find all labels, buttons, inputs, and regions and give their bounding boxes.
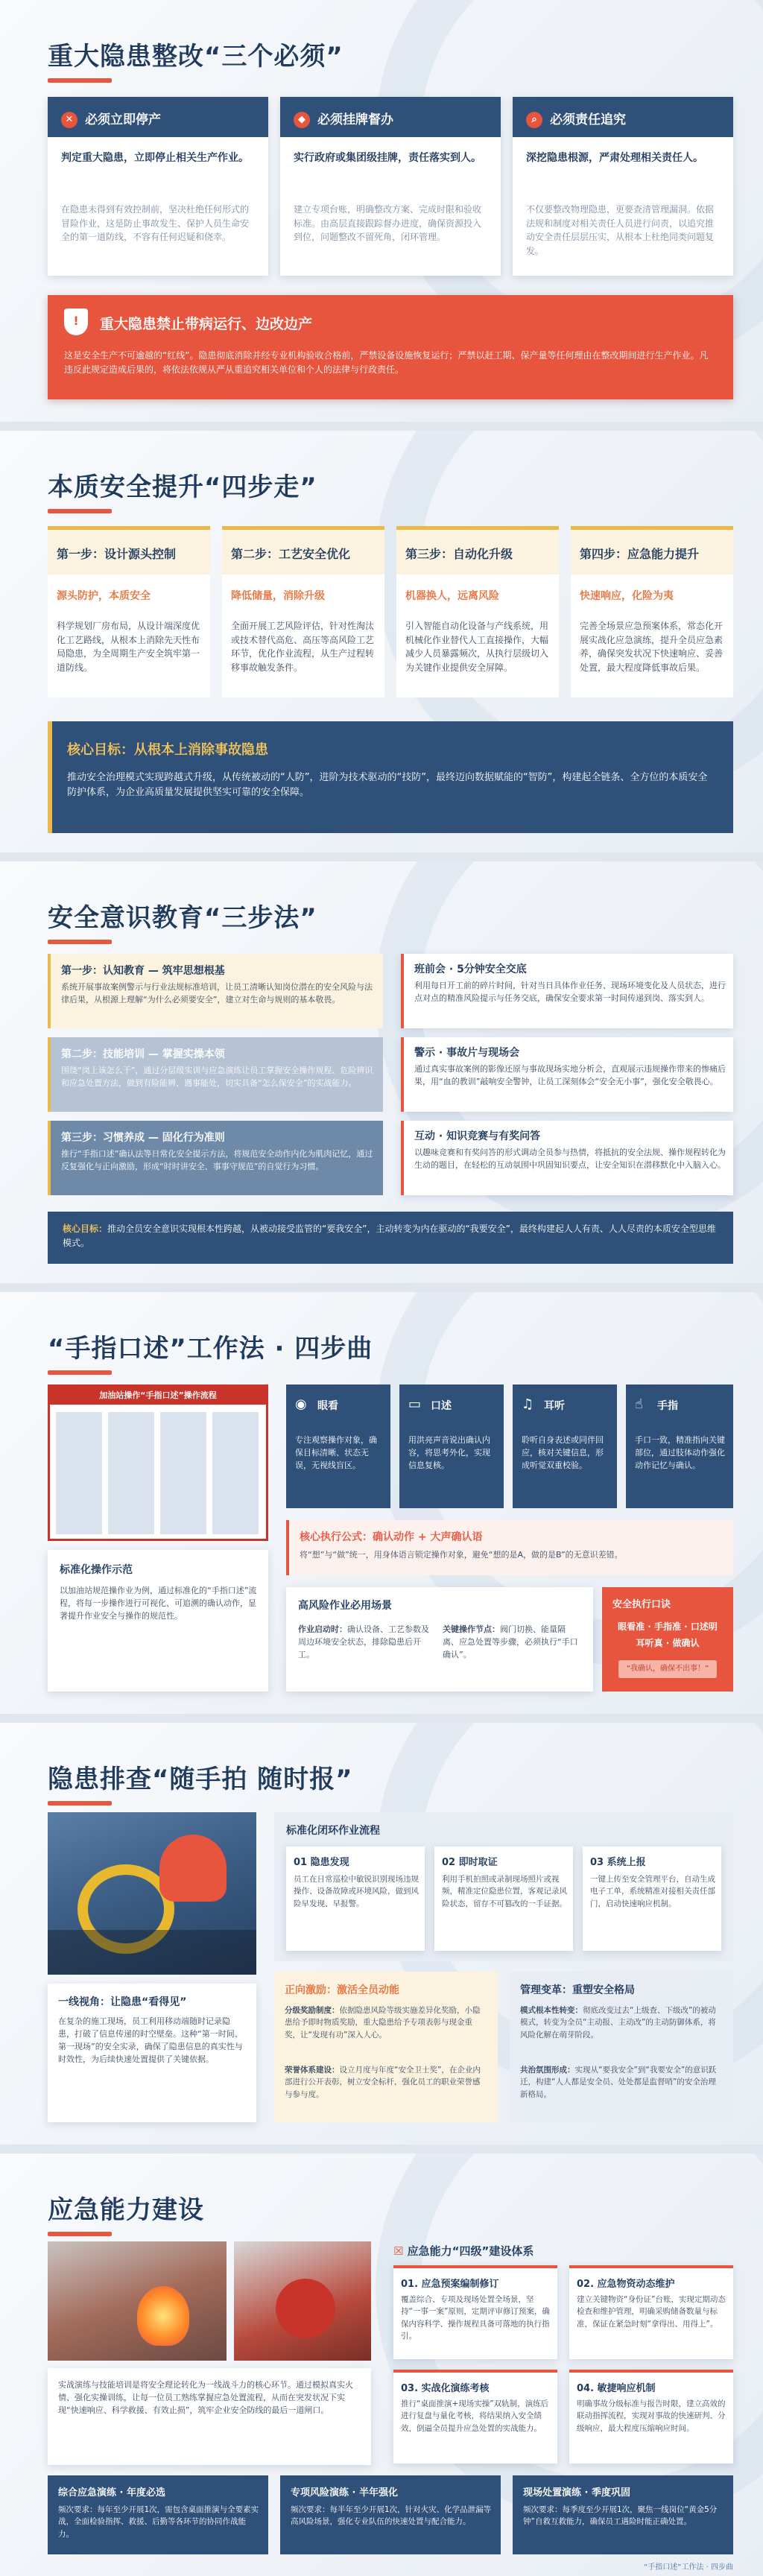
slide-title: 本质安全提升“四步走” (48, 466, 317, 503)
process-poster: 加油站操作“手指口述”操作流程 (48, 1384, 268, 1541)
must-lead: 判定重大隐患，立即停止相关生产作业。 (61, 152, 249, 164)
must-body: 不仅要整改物理隐患，更要查清管理漏洞。依据法规和制度对相关责任人员进行问责，以追究推动安全责任层层压实，从根本上杜绝同类问题复发。 (526, 204, 715, 256)
footer-note: “手指口述”工作法 · 四步曲 (644, 2563, 733, 2572)
must-body: 建立专项台账，明确整改方案、完成时限和验收标准。由高层直接跟踪督办进度，确保资源投入到位，问题整改不留死角，闭环管理。 (294, 204, 482, 243)
must-body: 在隐患未得到有效控制前，坚决杜绝任何形式的冒险作业，这是防止事故发生、保护人员生命安全的第一道防线，不容有任何迟疑和侥幸。 (61, 204, 250, 243)
red-line-banner (48, 295, 733, 399)
step-listen: ♫ 耳听 聆听自身表述或同伴回应，核对关键信息，形成听觉双重校验。 (513, 1384, 617, 1508)
level-2: 02. 应急物资动态维护 建立关键物资“身份证”台账，实现定期动态检查和维护管理，明确采购储备数量与标准，保证在紧急时刻“拿得出、用得上”。 (569, 2265, 733, 2359)
activity-briefing: 班前会 · 5分钟安全交底 利用每日开工前的碎片时间，针对当日具体作业任务、现场环境变化及人员状态，进行点对点的精准风险提示与任务交底，确保安全要求第一时间传递到岗、落实到人。 (401, 954, 733, 1028)
slide-title: “手指口述”工作法 · 四步曲 (48, 1328, 373, 1364)
hand-icon: ☝ (635, 1396, 643, 1412)
step-card-3: 第三步：自动化升级 机器换人，远离风险 引入智能自动化设备与产线系统，用机械化作业替代人工直接操作，大幅减少人员暴露频次，从执行层级切入为关键作业提供安全屏障。 (396, 526, 559, 697)
governance-panel: 管理变革：重塑安全格局 模式根本性转变：彻底改变过去“上级查、下级改”的被动模式，转变为全员“主动报、主动改”的主动防御体系，将风险化解在萌芽阶段。 共治氛围形成：实现从“要我安全”到“我要安全”的意识跃迁，构建“人人都是安全员、处处都是监督哨”的安全治理新格局。 (510, 1972, 733, 2122)
frontline-view: 一线视角：让隐患“看得见” 在复杂的施工现场，员工利用移动端随时记录隐患，打破了信息传递的时空壁垒。这种“第一时间、第一现场”的安全实录，确保了隐患信息的真实性与时效性，为后续快速处置提供了关键依据。 (48, 1984, 256, 2122)
method-step-2: 第二步：技能培训 — 掌握实操本领 围绕“岗上该怎么干”，通过分层级实训与应急演练让员工掌握安全操作规程、危险辨识和应急处置方法，做到有险能辨、遇事能处，切实具备“怎么保安全”的实战能力。 (48, 1037, 383, 1112)
flow-panel: 标准化闭环作业流程 01 隐患发现 员工在日常巡检中敏锐识别现场违规操作、设备故障或环境风险，做到风险早发现、早报警。 02 即时取证 利用手机拍照或录制现场照片或视频，精准定位隐患位置，客观记录风险状态，留存不可篡改的一手证据。 03 系统上报 一键上传至安全管理平台，自动生成电子工单，系统精准对接相关责任部门，启动快速响应机制。 (274, 1812, 733, 1961)
flow-step-2: 02 即时取证 利用手机拍照或录制现场照片或视频，精准定位隐患位置，客观记录风险状态，留存不可篡改的一手证据。 (434, 1846, 573, 1951)
must-card-accountability: ⌕ 必须责任追究 深挖隐患根源，严肃处理相关责任人。 不仅要整改物理隐患，更要查清管理漏洞。依据法规和制度对相关责任人员进行问责，以追究推动安全责任层层压实，从根本上杜绝同类问题复发。 (513, 97, 733, 276)
slide-title: 应急能力建设 (48, 2189, 204, 2226)
safety-slogan: 安全执行口诀 眼看准 · 手指准 · 口述明 耳听真 · 做确认 “我确认，确保不出事！” (602, 1587, 733, 1692)
warning-icon: ☒ (393, 2244, 408, 2258)
level-3: 03. 实战化演练考核 推行“桌面推演+现场实操”双轨制，演练后进行复盘与量化考核，将结果纳入安全绩效，倒逼全员提升应急处置的实战能力。 (393, 2370, 557, 2463)
activity-warning: 警示 · 事故片与现场会 通过真实事故案例的影像还原与事故现场实地分析会，直观展示违规操作带来的惨痛后果，用“血的教训”敲响安全警钟，让员工深刻体会“安全无小事”，强化安全敬畏心。 (401, 1037, 733, 1112)
speech-icon: ▭ (408, 1396, 422, 1412)
poster-caption: 标准化操作示范 以加油站规范操作业为例，通过标准化的“手指口述”流程，将每一步操作进行可视化、可追溯的确认动作，显著提升作业安全与操作的规范性。 (48, 1550, 268, 1692)
slide-hazard-report (0, 1723, 763, 2145)
must-lead: 实行政府或集团级挂牌，责任落实到人。 (294, 152, 481, 164)
slide-four-steps (0, 431, 763, 852)
step-card-4: 第四步：应急能力提升 快速响应，化险为夷 完善全场景应急预案体系，常态化开展实战化应急演练，提升全员应急素养，确保突发状况下快速响应、妥善处置，最大程度降低事故后果。 (571, 526, 733, 697)
slide-three-methods (0, 861, 763, 1283)
tag-icon: ◆ (294, 112, 310, 128)
drill-description: 实战演练与技能培训是将安全理论转化为一线战斗力的核心环节。通过模拟真实火情、强化实操训练，让每一位员工熟练掌握应急处置流程，从而在突发状况下实现“快速响应、科学救援、有效止损”，筑牢企业安全防线的最后一道闸口。 (48, 2368, 371, 2465)
step-speak: ▭ 口述 用洪亮声音说出确认内容，将思考外化，实现信息复核。 (399, 1384, 504, 1508)
shield-icon: ✕ (61, 112, 77, 128)
method-step-1: 第一步：认知教育 — 筑牢思想根基 系统开展事故案例警示与行业法规标准培训，让员工清晰认知岗位潜在的安全风险与法律后果，从根源上理解“为什么必须要安全”，建立对生命与规则的基本敬畏。 (48, 954, 383, 1028)
poster-image-grid (56, 1412, 260, 1534)
core-goal-banner: 核心目标：推动全员安全意识实现根本性跨越，从被动接受监管的“要我安全”，主动转变为内在驱动的“我要安全”，最终构建起人人有责、人人尽责的本质安全型思维模式。 (48, 1212, 733, 1264)
shield-icon: ! (64, 308, 88, 335)
must-lead: 深挖隐患根源，严肃处理相关责任人。 (526, 152, 703, 164)
flow-step-3: 03 系统上报 一键上传至安全管理平台，自动生成电子工单，系统精准对接相关责任部门，启动快速响应机制。 (583, 1846, 721, 1951)
core-goal-banner: 核心目标：从根本上消除事故隐患 推动安全治理模式实现跨越式升级，从传统被动的“人防”，进阶为技术驱动的“技防”，最终迈向数据赋能的“智防”，构建起全链条、全方位的本质安全防护体系，为企业高质量发展提供坚实可靠的安全保障。 (48, 721, 733, 833)
slide-finger-oral (0, 1292, 763, 1714)
eye-icon: ◉ (295, 1396, 307, 1412)
step-card-1: 第一步：设计源头控制 源头防护，本质安全 科学规划厂房布局，从设计端深度优化工艺路线，从根本上消除先天性布局隐患，为全周期生产安全筑牢第一道防线。 (48, 526, 210, 697)
step-card-2: 第二步：工艺安全优化 降低储量，消除升级 全面开展工艺风险评估，针对性淘汰或技术替代高危、高压等高风险工艺环节，优化作业流程，从生产过程转移事故触发条件。 (222, 526, 384, 697)
headphones-icon: ♫ (522, 1396, 534, 1412)
must-card-stop: ✕ 必须立即停产 判定重大隐患，立即停止相关生产作业。 在隐患未得到有效控制前，坚决杜绝任何形式的冒险作业，这是防止事故发生、保护人员生命安全的第一道防线，不容有任何迟疑和侥幸。 (48, 97, 268, 276)
worker-photo (48, 1812, 256, 1975)
drill-quarterly: 现场处置演练 · 季度巩固 频次要求：每季度至少开展1次，聚焦一线岗位“黄金5分钟”自救互救能力，确保员工遇险时能正确处置。 (513, 2475, 733, 2554)
search-icon: ⌕ (526, 112, 542, 128)
high-risk-scenarios: 高风险作业必用场景 作业启动时：确认设备、工艺参数及周边环境安全状态，排除隐患后开工。 关键操作节点：阀门切换、能量隔离、应急处置等步骤，必须执行“手口确认”。 (286, 1587, 593, 1692)
flow-step-1: 01 隐患发现 员工在日常巡检中敏锐识别现场违规操作、设备故障或环境风险，做到风险早发现、早报警。 (286, 1846, 425, 1951)
must-card-supervise: ◆ 必须挂牌督办 实行政府或集团级挂牌，责任落实到人。 建立专项台账，明确整改方案、完成时限和验收标准。由高层直接跟踪督办进度，确保资源投入到位，问题整改不留死角，闭环管理。 (280, 97, 501, 276)
system-title: ☒ 应急能力“四级”建设体系 (393, 2244, 534, 2258)
slide-three-musts (0, 0, 763, 422)
step-look: ◉ 眼看 专注观察操作对象，确保目标清晰、状态无误，无视线盲区。 (286, 1384, 390, 1508)
level-4: 04. 敏捷响应机制 明确事故分级标准与报告时限，建立高效的联动指挥流程，实现对事故的快速研判、分级响应，最大程度压缩响应时间。 (569, 2370, 733, 2463)
level-1: 01. 应急预案编制修订 覆盖综合、专项及现场处置全场景，坚持“一事一案”原则，定期评审修订预案，确保内容科学、操作规程具备可落地的执行指引。 (393, 2265, 557, 2359)
drill-semiannual: 专项风险演练 · 半年强化 频次要求：每半年至少开展1次，针对火灾、化学品泄漏等高风险场景，强化专业队伍的快速处置与配合能力。 (280, 2475, 501, 2554)
slide-title: 安全意识教育“三步法” (48, 897, 317, 934)
drill-annual: 综合应急演练 · 年度必选 频次要求：每年至少开展1次，需包含桌面推演与全要素实战，全面检验指挥、救援、后勤等各环节的协同作战能力。 (48, 2475, 268, 2554)
method-step-3: 第三步：习惯养成 — 固化行为准则 推行“手指口述”确认法等日常化安全提示方法，将规范安全动作内化为肌肉记忆，通过反复强化与正向激励，形成“时时讲安全、事事守规范”的自觉行为习惯。 (48, 1121, 383, 1195)
banner-text: 这是安全生产不可逾越的“红线”。隐患彻底消除并经专业机构验收合格前，严禁设备设施恢复运行；严禁以赶工期、保产量等任何理由在整改期间进行生产作业。凡违反此规定造成后果的，将依法依规从严从重追究相关单位和个人的法律与行政责任。 (64, 350, 709, 375)
first-aid-photo (234, 2241, 371, 2361)
step-point: ☝ 手指 手口一致，精准指向关键部位，通过肢体动作强化动作记忆与确认。 (626, 1384, 733, 1508)
activity-quiz: 互动 · 知识竞赛与有奖问答 以趣味竞赛和有奖问答的形式调动全员参与热情，将抵抗的安全法规、操作规程转化为生动的题目，在轻松的互动氛围中巩固知识要点，让安全知识在潜移默化中入脑入心。 (401, 1121, 733, 1195)
slide-emergency (0, 2153, 763, 2576)
incentive-panel: 正向激励：激活全员动能 分级奖励制度：依据隐患风险等级实施差异化奖励，小隐患给予即时物质奖励，重大隐患给予专项表彰与现金重奖，让“发现有功”深入人心。 荣誉体系建设：设立月度与年度“安全卫士奖”，在企业内部进行公开表彰，树立安全标杆，强化员工的职业荣誉感与参与度。 (274, 1972, 498, 2122)
slide-title: 隐患排查“随手拍 随时报” (48, 1759, 353, 1795)
core-formula: 核心执行公式：确认动作 + 大声确认语 将“想”与“做”统一，用身体语言锁定操作对象，避免“想的是A，做的是B”的无意识差错。 (286, 1520, 733, 1575)
slide-title: 重大隐患整改“三个必须” (48, 36, 343, 72)
fire-drill-photo (48, 2241, 227, 2361)
banner-title: 重大隐患禁止带病运行、边改边产 (100, 316, 313, 332)
